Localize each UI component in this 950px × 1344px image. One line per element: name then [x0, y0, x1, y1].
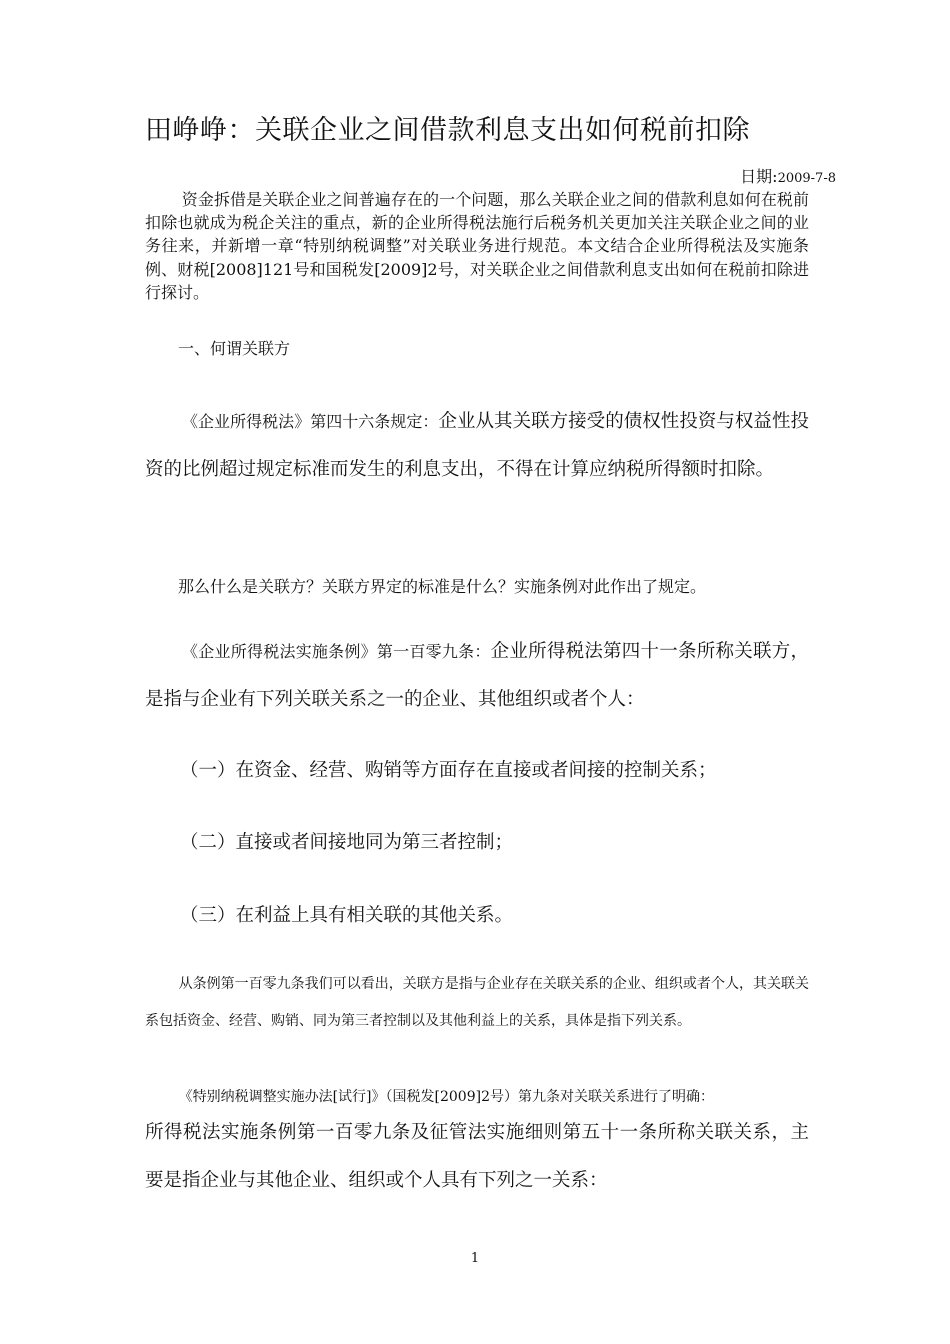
- law-article-46-paragraph: [145, 398, 809, 494]
- intro-paragraph: 资金拆借是关联企业之间普遍存在的一个问题，那么关联企业之间的借款利息如何在税前扣除也就成为税企关注的重点，新的企业所得税法施行后税务机关更加关注关联企业之间的业务往来，并新增一章“特别纳税调整”对关联业务进行规范。本文结合企业所得税法及实施条例、财税[2008]121号和国税发[2009]2号，对关联企业之间借款利息支出如何在税前扣除进行探讨。: [145, 190, 809, 302]
- article-46-citation: 《企业所得税法》第四十六条规定：: [182, 412, 439, 431]
- article-46-text: 企业从其关联方接受的债权性投资与权益性投资的比例超过规定标准而发生的利息支出，不得在计算应纳税所得额时扣除。: [145, 411, 809, 480]
- date-value: 2009-7-8: [777, 171, 836, 186]
- article-109-citation: 《企业所得税法实施条例》第一百零九条：: [182, 642, 491, 661]
- measures-article-9-text: 所得税法实施条例第一百零九条及征管法实施细则第五十一条所称关联关系，主要是指企业与其他企业、组织或个人具有下列之一关系：: [145, 1122, 809, 1191]
- question-paragraph: 那么什么是关联方？关联方界定的标准是什么？实施条例对此作出了规定。: [178, 577, 707, 596]
- page-number: 1: [470, 1251, 480, 1266]
- date-label: 日期:: [740, 167, 778, 186]
- list-item: （三）在利益上具有相关联的其他关系。: [180, 905, 514, 926]
- section-heading: 一、何谓关联方: [178, 339, 291, 358]
- document-title: 田峥峥：关联企业之间借款利息支出如何税前扣除: [145, 115, 750, 146]
- regulation-article-109-paragraph: [145, 628, 809, 724]
- article-109-text: 企业所得税法第四十一条所称关联方，是指与企业有下列关联关系之一的企业、其他组织或者个人：: [145, 641, 809, 710]
- list-item: （二）直接或者间接地同为第三者控制；: [180, 832, 514, 853]
- date-line: [740, 166, 836, 190]
- measures-citation: 《特别纳税调整实施办法[试行]》（国税发[2009]2号）第九条对关联关系进行了明确：: [178, 1089, 714, 1105]
- list-item: （一）在资金、经营、购销等方面存在直接或者间接的控制关系；: [180, 760, 717, 781]
- analysis-paragraph: 从条例第一百零九条我们可以看出，关联方是指与企业存在关联关系的企业、组织或者个人，其关联关系包括资金、经营、购销、同为第三者控制以及其他利益上的关系，具体是指下列关系。: [145, 976, 809, 1029]
